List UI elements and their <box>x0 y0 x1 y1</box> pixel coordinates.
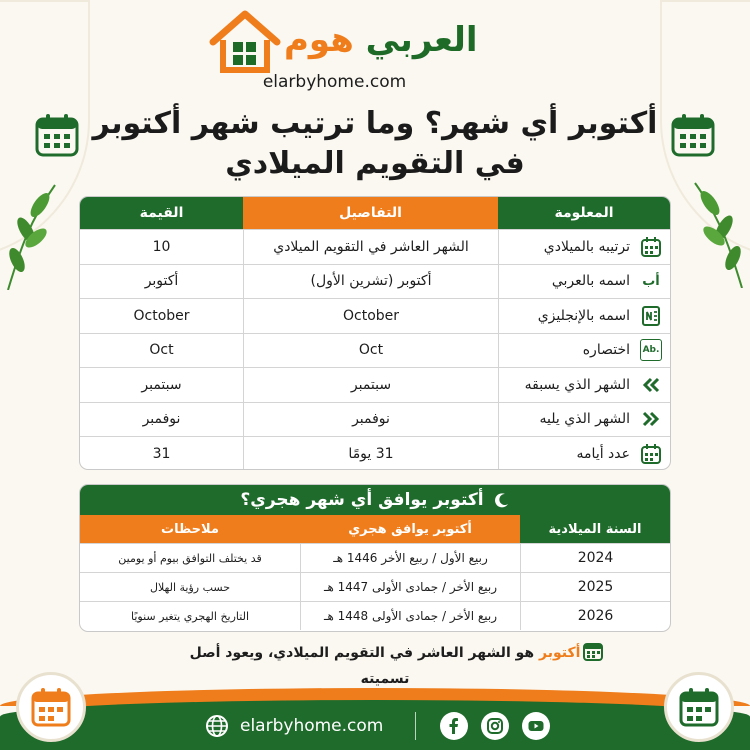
row-notes: حسب رؤية الهلال <box>149 580 231 594</box>
row-year: 2025 <box>520 573 670 601</box>
youtube-icon[interactable] <box>522 712 550 740</box>
row-details: 31 يومًا <box>243 437 498 470</box>
calendar-icon-right <box>670 112 716 158</box>
house-logo-icon <box>209 10 281 76</box>
row-notes: التاريخ الهجري يتغير سنويًا <box>131 609 250 623</box>
row-value: 10 <box>152 238 171 255</box>
table-row <box>80 264 670 299</box>
table-row <box>80 333 670 368</box>
month-info-table <box>79 196 671 470</box>
calendar-grid-icon <box>640 443 662 465</box>
row-value: 31 <box>152 445 171 462</box>
header-details: التفاصيل <box>243 197 498 229</box>
table-row <box>80 298 670 333</box>
globe-icon <box>205 714 229 738</box>
logo-wordmark <box>284 20 478 60</box>
row-info: اسمه بالعربي <box>551 273 630 290</box>
table-row <box>80 601 670 630</box>
calendar-icon-footer-left <box>30 686 72 728</box>
header-info: المعلومة <box>498 197 670 229</box>
row-info: اختصاره <box>582 342 630 359</box>
hijri-table-header <box>80 515 670 543</box>
row-value: نوفمبر <box>142 411 181 428</box>
row-value: أكتوبر <box>144 273 179 290</box>
table-row <box>80 572 670 601</box>
hijri-table-title: أكتوبر يوافق أي شهر هجري؟ <box>240 490 484 510</box>
logo-word-home: هوم <box>284 20 354 60</box>
highlight-month: أكتوبر <box>538 645 581 661</box>
table-row <box>80 367 670 402</box>
description-line-1 <box>170 640 600 692</box>
title-line-1: أكتوبر أي شهر؟ وما ترتيب شهر أكتوبر <box>92 106 658 141</box>
row-info: عدد أيامه <box>576 445 630 462</box>
leaf-branch-right <box>680 178 750 288</box>
row-info: ترتيبه بالميلادي <box>543 238 630 255</box>
calendar-icon-footer-right <box>678 686 720 728</box>
logo-word-arabic: العربي <box>365 20 478 60</box>
month-info-table-header <box>80 197 670 229</box>
abbreviation-icon: Ab. <box>640 339 662 361</box>
row-info: الشهر الذي يليه <box>539 411 630 428</box>
facebook-icon[interactable] <box>440 712 468 740</box>
footer-url[interactable]: elarbyhome.com <box>240 716 384 736</box>
row-value: October <box>133 307 190 324</box>
calendar-icon-left <box>34 112 80 158</box>
table-row <box>80 543 670 572</box>
row-value: Oct <box>149 342 174 359</box>
row-info: الشهر الذي يسبقه <box>524 376 630 393</box>
table-row <box>80 402 670 437</box>
row-notes: قد يختلف التوافق بيوم أو يومين <box>118 551 262 565</box>
crescent-moon-icon <box>494 492 510 508</box>
calendar-badge-left <box>16 672 86 742</box>
hijri-table <box>79 484 671 632</box>
row-details: الشهر العاشر في التقويم الميلادي <box>243 230 498 264</box>
footer-separator <box>415 712 416 740</box>
logo-url[interactable]: elarbyhome.com <box>262 72 407 92</box>
row-details: نوفمبر <box>243 403 498 437</box>
calendar-badge-right <box>664 672 734 742</box>
row-year: 2024 <box>520 544 670 572</box>
page-title <box>90 104 660 184</box>
hijri-table-banner <box>80 485 670 515</box>
footer <box>0 700 750 750</box>
row-hijri: ربيع الأخر / جمادى الأولى 1448 هـ <box>300 602 520 630</box>
header-year: السنة الميلادية <box>520 515 670 543</box>
title-line-2: في التقويم الميلادي <box>225 146 525 181</box>
header-notes: ملاحظات <box>80 515 300 543</box>
calendar-grid-icon <box>640 236 662 258</box>
table-row <box>80 229 670 264</box>
header <box>0 6 750 98</box>
row-year: 2026 <box>520 602 670 630</box>
double-chevron-icon <box>640 408 662 430</box>
row-details: سبتمبر <box>243 368 498 402</box>
english-letters-icon <box>640 305 662 327</box>
double-chevron-icon <box>640 374 662 396</box>
description-text-1: هو الشهر العاشر في التقويم الميلادي، ويعود أصل تسميته <box>189 645 539 687</box>
row-hijri: ربيع الأول / ربيع الأخر 1446 هـ <box>300 544 520 572</box>
leaf-branch-left <box>0 180 70 290</box>
arabic-letters-icon: أب <box>642 273 660 289</box>
header-hijri: أكتوبر يوافق هجري <box>300 515 520 543</box>
row-details: October <box>243 299 498 333</box>
table-row <box>80 436 670 470</box>
row-hijri: ربيع الأخر / جمادى الأولى 1447 هـ <box>300 573 520 601</box>
row-info: اسمه بالإنجليزي <box>537 307 630 324</box>
row-value: سبتمبر <box>141 376 182 393</box>
row-details: Oct <box>243 334 498 368</box>
header-value: القيمة <box>80 197 243 229</box>
row-details: أكتوبر (تشرين الأول) <box>243 265 498 299</box>
instagram-icon[interactable] <box>481 712 509 740</box>
